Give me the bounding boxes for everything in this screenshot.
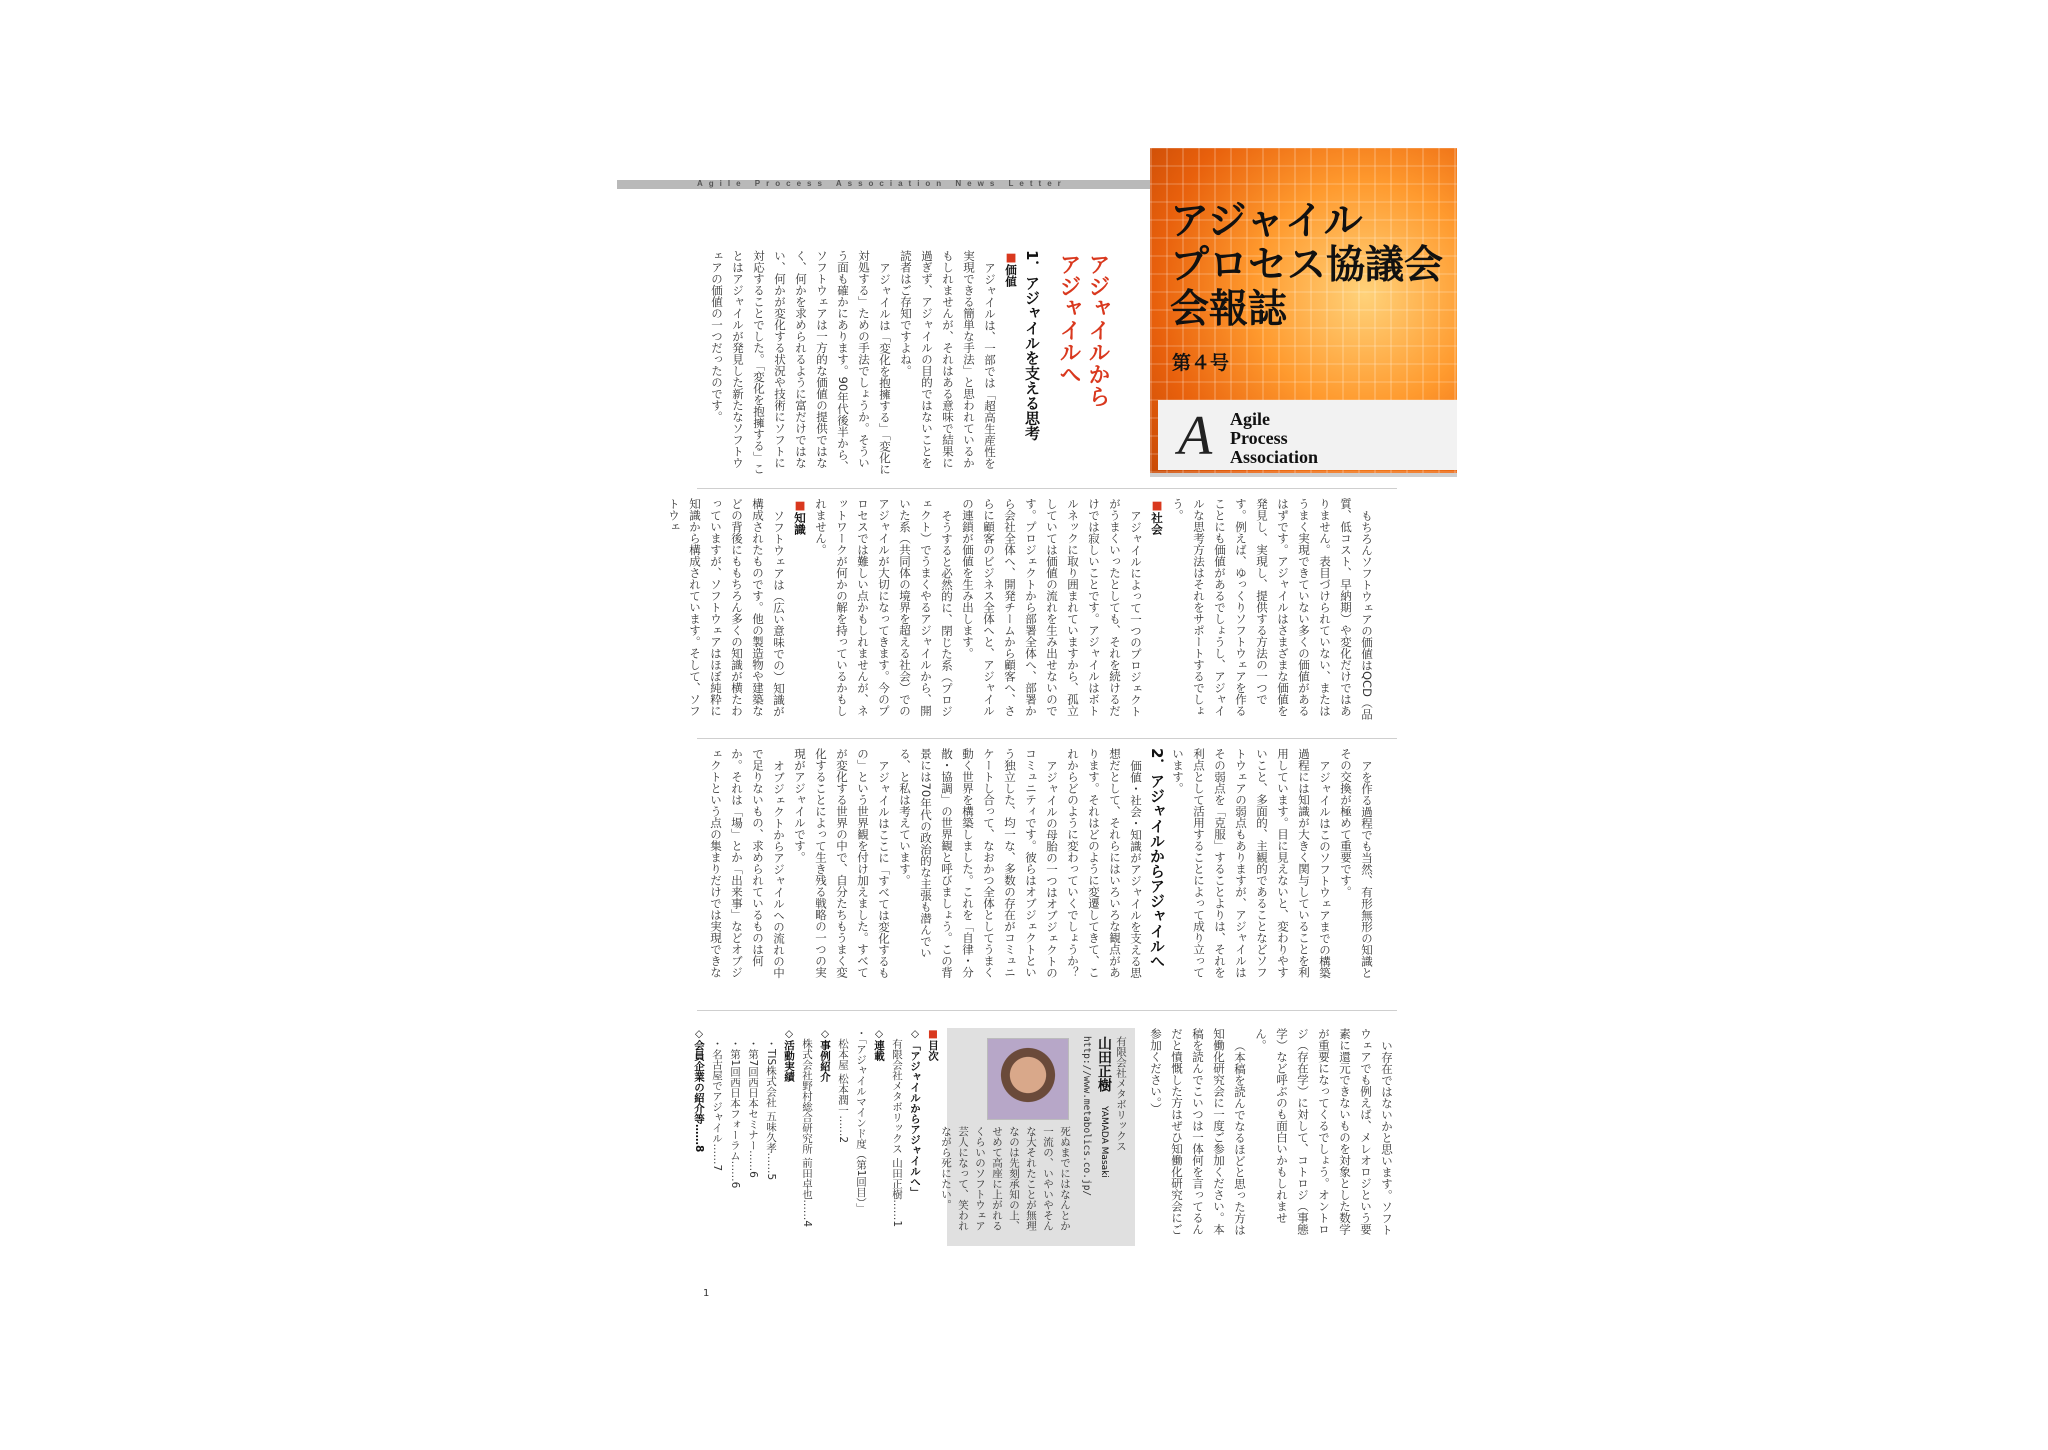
toc-item[interactable]: ◇「アジャイルからアジャイルへ」 [909,1028,921,1198]
subheading-value: ■価値 [1004,250,1018,287]
author-profile [940,1028,1135,1246]
paragraph: そうすると必然的に、閉じた系（プロジェクト）でうまくやるアジャイルから、開いた系（共同体の境界を超える社会）でのアジャイルが大切になってきます。今のプロセスでは難しい点かもしれませんが、ネットワークが何かの解を持っているかもしれません。 [814,498,954,717]
paragraph: アジャイルは「変化を抱擁する」「変化に対処する」ための手法でしょうか。そういう面も確かにあります。90年代後半から、ソフトウェアは一方的な価値の提供ではなく、何かを求められるように富だけではない、何かが変化する状況や技術にソフトに対応することでした。「変化を抱擁する」ことはアジャイルが発見した新たなソフトウェアの価値の一つだったのです。 [710,250,892,475]
profile-quote: 死ぬまでにはなんとか一流の、いやいやそんな大それたことが無理なのは先刻承知の上、せめて高座に上がれるくらいのソフトウェア芸人になって、笑われながら死にたい。 [940,1126,1071,1231]
association-logo [1158,400,1457,470]
cover-title-line: アジャイル [1170,199,1363,244]
article-title-line: アジャイルから [1085,253,1110,407]
toc-item[interactable]: ◇事例紹介 [819,1028,831,1082]
logo-text [1230,410,1318,467]
logo-word: Process [1230,428,1288,448]
newsletter-page [617,148,1457,1299]
newsletter-header: Agile Process Association News Letter [697,179,1067,188]
text-band-1 [697,250,1042,478]
cover-title [1170,200,1443,332]
paragraph: オブジェクトからアジャイルへの流れの中で足りないもの、求められているものは何か。それは「場」とか「出来事」などオブジェクトという点の集まりだけでは実現できな [709,748,786,978]
issue-number: 第４号 [1172,352,1230,374]
toc-item[interactable]: ◇会員企業の紹介等……8 [693,1028,705,1153]
section-heading: 1．アジャイルを支える思考 [1023,250,1041,441]
paragraph: い存在ではないかと思います。ソフトウェアでも例えば、メレオロジという要素に還元できないものを対象とした数学が重要になってくるでしょう。オントロジ（存在学）に対して、コトロジ（事態学）など呼ぶのも面白いかもしれません。 [1254,1028,1394,1235]
paragraph: アジャイルは、一部では「超高生産性を実現できる簡単な手法」と思われているかもしれませんが、それはある意味で結果に過ぎず、アジャイルの目的ではないことを読者はご存知ですよね。 [899,250,997,469]
article-title-line: アジャイルへ [1056,253,1081,385]
subheading-society: ■社会 [1150,498,1164,535]
profile-url[interactable]: http://www.metabolics.co.jp/ [1081,1036,1092,1197]
subheading-knowledge: ■知識 [793,498,807,535]
toc-item[interactable]: ◇活動実績 [783,1028,795,1082]
toc-item[interactable]: ◇連載 [873,1028,885,1061]
toc-item[interactable]: ・名古屋でアジャイル……7 [711,1028,723,1172]
toc-item[interactable]: ・「アジャイルマインド度（第1回目）」 [855,1028,867,1214]
paragraph: アジャイルはこのソフトウェアまでの構築過程には知識が大きく関与していることを利用しています。目に見えないと、変わりやすいこと、多面的、主観的であることなどソフトウェアの弱点もありますが、アジャイルはその弱点を「克服」することよりは、それを利点として活用することによって成り立っています。 [1171,748,1332,978]
logo-word: Agile [1230,409,1270,429]
paragraph: （本稿を読んでなるほどと思った方は知働化研究会に一度ご参加ください。本稿を読んでこいつは一体何を言ってるんだと憤慨した方はぜひ知働化研究会にご参加ください。） [1149,1028,1247,1235]
profile-header [1078,1036,1129,1236]
toc-item[interactable]: 株式会社野村総合研究所 前田卓也……4 [801,1028,813,1228]
author-photo [987,1038,1069,1120]
section-heading: 2．アジャイルからアジャイルへ [1148,748,1166,969]
paragraph: ソフトウェアは（広い意味での）知識が構成されたものです。他の製造物や建築などの背後にももちろん多くの知識が横たわっていますが、ソフトウェアはほぼ純粋に知識から構成されています。そして、ソフトウェ [667,498,786,717]
divider [697,738,1397,739]
profile-company: 有限会社メタボリックス [1115,1036,1127,1152]
paragraph: アジャイルの母胎の一つはオブジェクトのコミュニティです。彼らはオブジェクトという独立した、均一な、多数の存在がコミュニケートし合って、なおかつ全体としてうまく動く世界を構築しました。これを「自律・分散・協調」の世界観と呼びましょう。この背景には70年代の政治的な主張も潜んでいる、と私は考えています。 [898,748,1059,978]
paragraph: アジャイルによって一つのプロジェクトがうまくいったとしても、それを続けるだけでは寂しいことです。アジャイルはボトルネックに取り囲まれていますから、孤立していては価値の流れを生み出せないのです。プロジェクトから部署全体へ、部署から会社全体へ、開発チームから顧客へ、さらに顧客のビジネス全体へと、アジャイルの連鎖が価値を生み出します。 [961,498,1143,717]
paragraph: もちろんソフトウェアの価値はQCD（品質、低コスト、早納期）や変化だけではありません。表目づけられていない、またはうまく実現できていない多くの価値があるはずです。アジャイルはさまざまな価値を発見し、実現し、提供する方法の一つです。例えば、ゆっくりソフトウェアを作ることにも価値があるでしょうし、アジャイルな思考方法はそれをサポートするでしょう。 [1171,498,1374,720]
toc-item[interactable]: ・TIS株式会社 五味久孝……5 [765,1028,777,1181]
cover-title-line: 会報誌 [1170,287,1288,332]
logo-a-icon: A [1178,405,1213,467]
paragraph: アジャイルはここに「すべては変化するもの」という世界観を付け加えました。すべてが変化する世界の中で、自分たちもうまく変化することによって生き残る戦略の一つの実現がアジャイルです。 [793,748,891,978]
toc-item[interactable]: 松本屋 松本潤一……2 [837,1028,849,1144]
profile-name: 山田正樹 YAMADA Masaki [1096,1036,1112,1178]
cover-block [1150,148,1457,473]
article-title [1054,253,1112,407]
text-band-2 [667,498,1377,724]
table-of-contents [677,1028,942,1246]
divider [697,1010,1397,1011]
paragraph: アを作る過程でも当然、有形無形の知識とその交換が極めて重要です。 [1339,748,1374,978]
text-band-3 [697,748,1377,980]
divider [697,488,1397,489]
cover-title-line: プロセス協議会 [1170,243,1444,288]
cover-shadow [1150,473,1457,477]
logo-word: Association [1230,447,1319,467]
paragraph: 価値・社会・知識がアジャイルを支える思想だとして、それらにはいろいろな観点があります。それはどのように変遷してきて、これからどのように変わっていくでしょうか？ [1066,748,1143,978]
text-band-4 [1147,1028,1397,1246]
toc-item[interactable]: ・第7回西日本セミナー……6 [747,1028,759,1178]
page-number: 1 [703,1288,710,1299]
toc-item[interactable]: 有限会社メタボリックス 山田正樹……1 [891,1028,903,1228]
toc-item[interactable]: ・第1回西日本フォーラム……6 [729,1028,741,1189]
toc-heading: ■目次 [927,1028,939,1061]
